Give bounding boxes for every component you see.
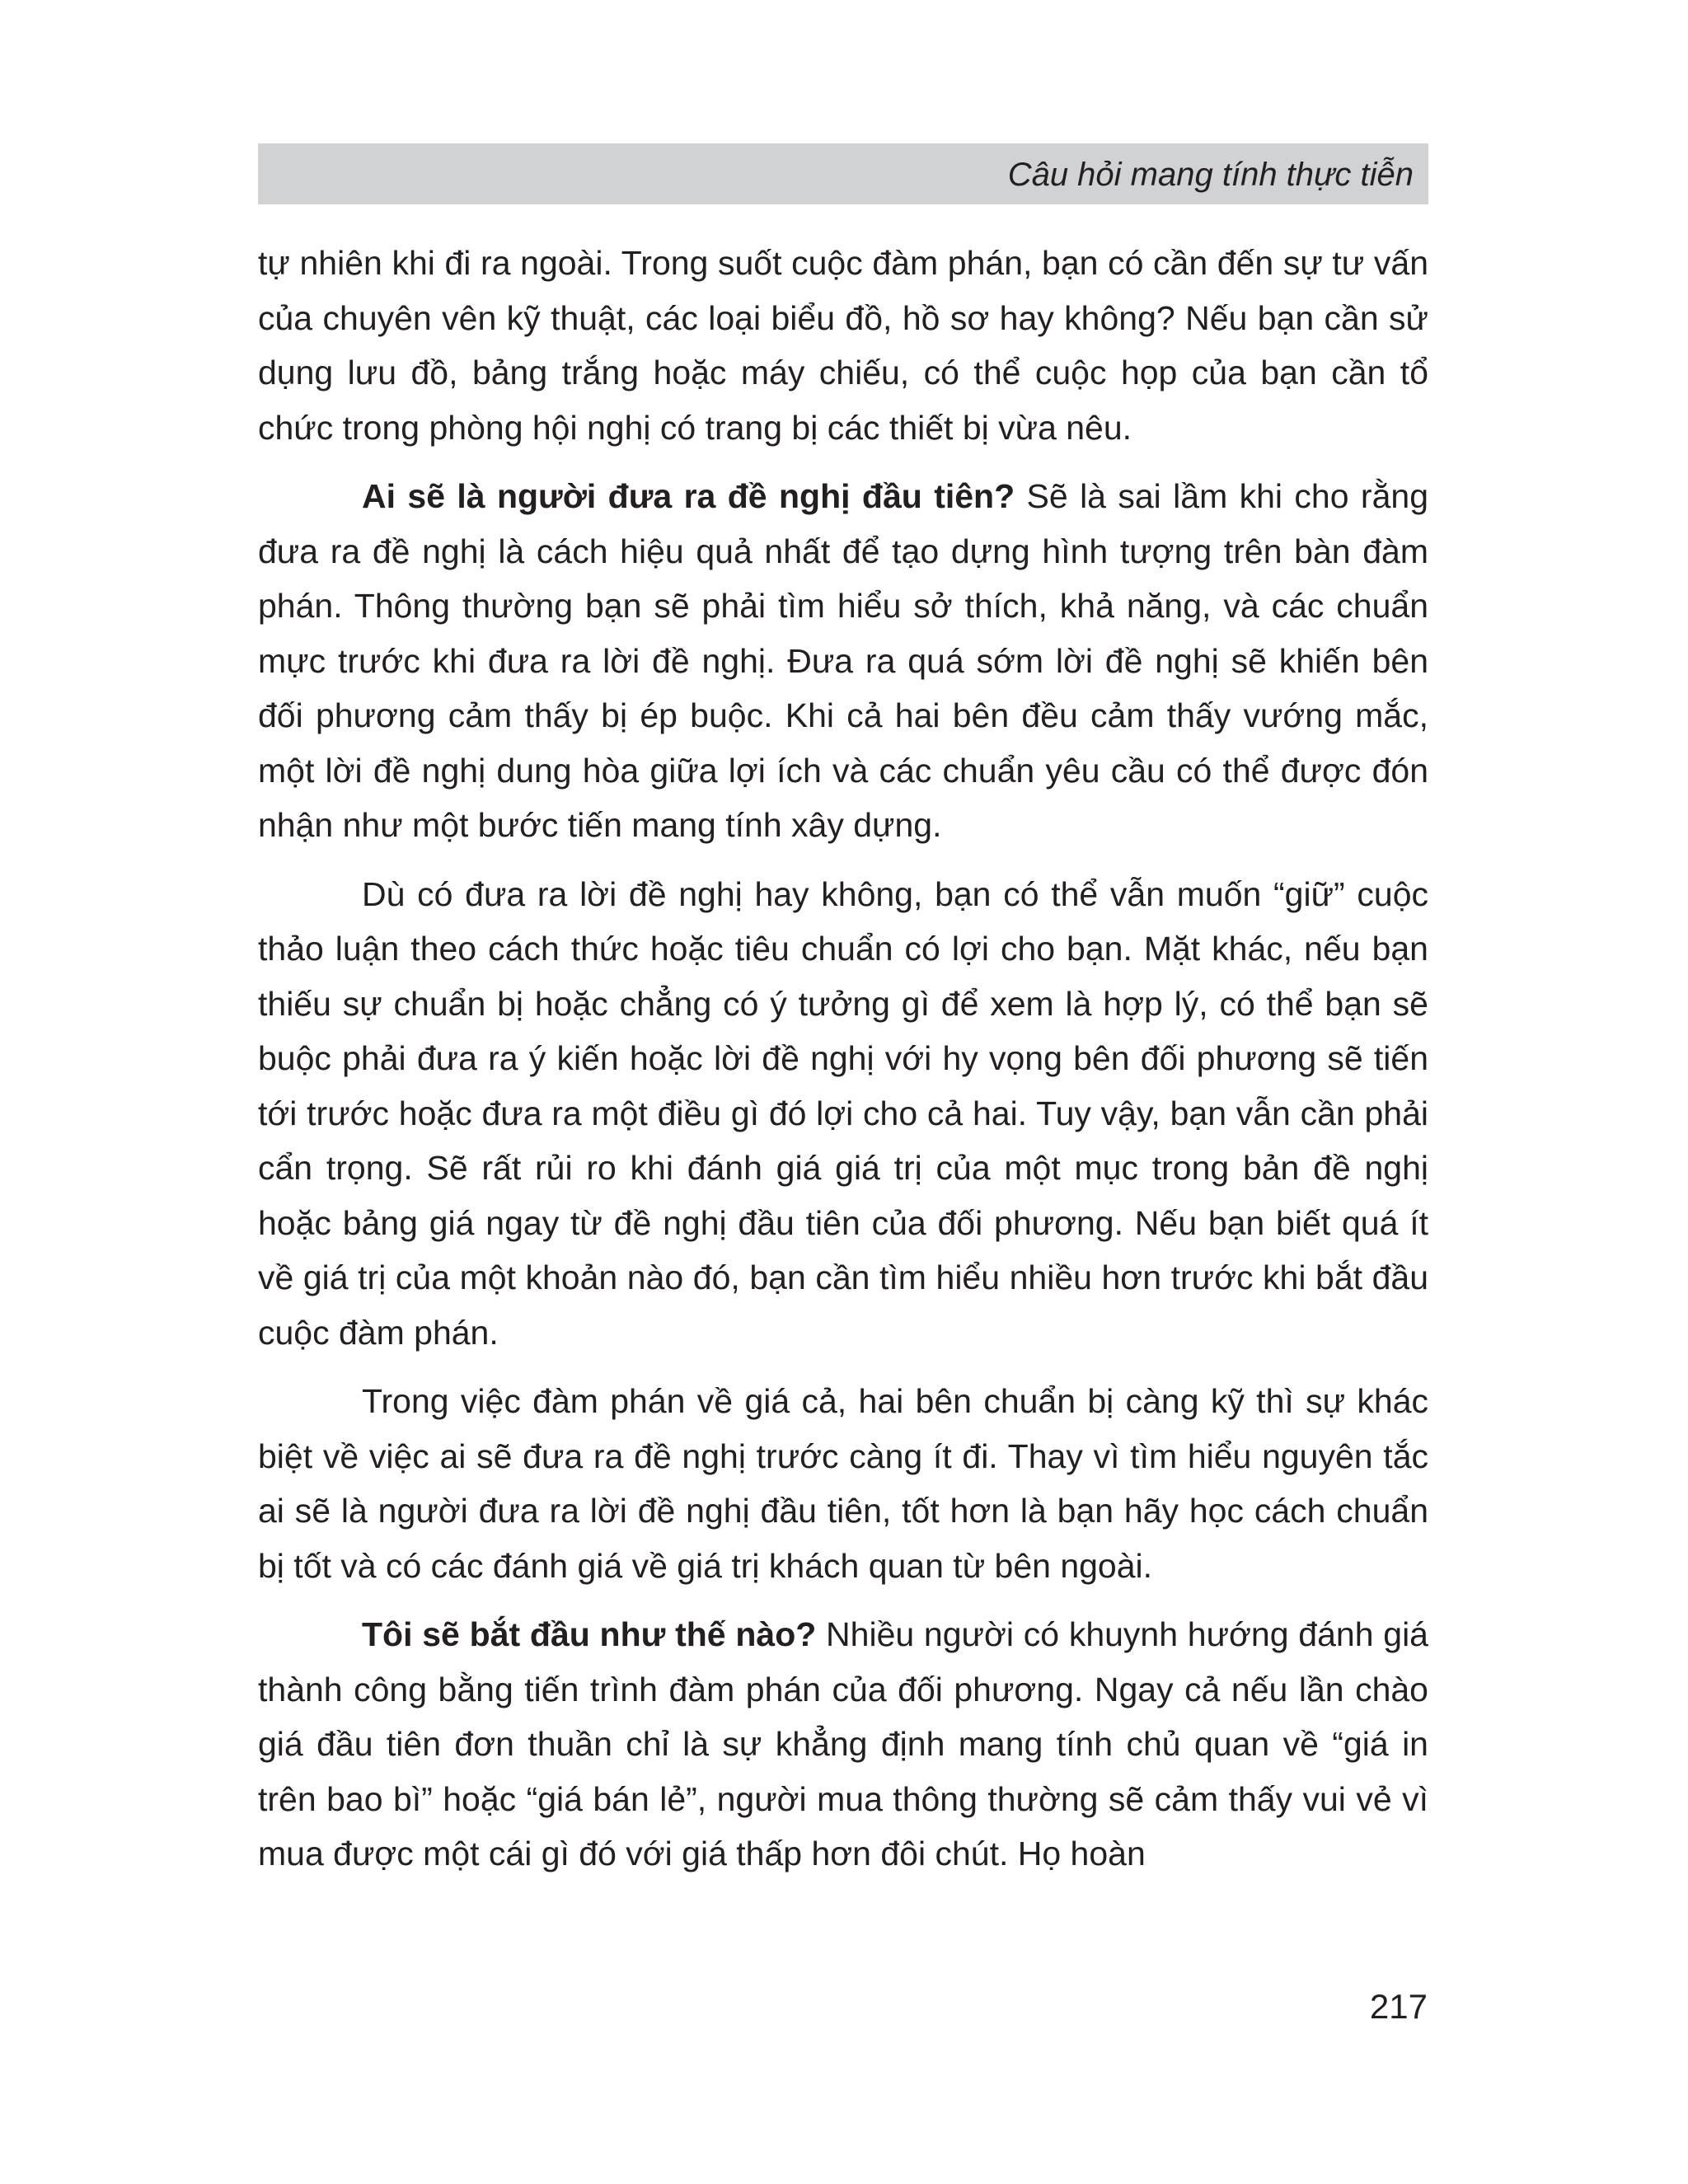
paragraph (258, 1374, 1428, 1593)
paragraph-how-to-start (258, 1607, 1428, 1882)
paragraph-first-offer (258, 469, 1428, 853)
running-header (258, 143, 1428, 204)
run-in-heading: Ai sẽ là người đưa ra đề nghị đầu tiên? (362, 477, 1015, 515)
paragraph-text: Dù có đưa ra lời đề nghị hay không, bạn có thể vẫn muốn “giữ” cuộc thảo luận theo cách thức hoặc tiêu chuẩn có lợi cho bạn. Mặt khác, nếu bạn thiếu sự chuẩn bị hoặc chẳng có ý tưởng gì để xem là hợp lý, có thể bạn sẽ buộc phải đưa ra ý kiến hoặc lời đề nghị với hy vọng bên đối phương sẽ tiến tới trước hoặc đưa ra một điều gì đó lợi cho cả hai. Tuy vậy, bạn vẫn cần phải cẩn trọng. Sẽ rất rủi ro khi đánh giá giá trị của một mục trong bản đề nghị hoặc bảng giá ngay từ đề nghị đầu tiên của đối phương. Nếu bạn biết quá ít về giá trị của một khoản nào đó, bạn cần tìm hiểu nhiều hơn trước khi bắt đầu cuộc đàm phán. (258, 874, 1428, 1352)
paragraph (258, 867, 1428, 1361)
paragraph-text: Trong việc đàm phán về giá cả, hai bên chuẩn bị càng kỹ thì sự khác biệt về việc ai sẽ đưa ra đề nghị trước càng ít đi. Thay vì tìm hiểu nguyên tắc ai sẽ là người đưa ra lời đề nghị đầu tiên, tốt hơn là bạn hãy học cách chuẩn bị tốt và có các đánh giá về giá trị khách quan từ bên ngoài. (258, 1382, 1428, 1585)
paragraph-continued (258, 236, 1428, 455)
run-in-heading: Tôi sẽ bắt đầu như thế nào? (362, 1615, 817, 1653)
paragraph-text: Sẽ là sai lầm khi cho rằng đưa ra đề nghị là cách hiệu quả nhất để tạo dựng hình tượng trên bàn đàm phán. Thông thường bạn sẽ phải tìm hiểu sở thích, khả năng, và các chuẩn mực trước khi đưa ra lời đề nghị. Đưa ra quá sớm lời đề nghị sẽ khiến bên đối phương cảm thấy bị ép buộc. Khi cả hai bên đều cảm thấy vướng mắc, một lời đề nghị dung hòa giữa lợi ích và các chuẩn yêu cầu có thể được đón nhận như một bước tiến mang tính xây dựng. (258, 477, 1428, 844)
page-number: 217 (1369, 1987, 1428, 2026)
body-text (258, 236, 1428, 1896)
running-header-title: Câu hỏi mang tính thực tiễn (1007, 157, 1414, 193)
paragraph-text: Nhiều người có khuynh hướng đánh giá thành công bằng tiến trình đàm phán của đối phương. Ngay cả nếu lần chào giá đầu tiên đơn thuần chỉ là sự khẳng định mang tính chủ quan về “giá in trên bao bì” hoặc “giá bán lẻ”, người mua thông thường sẽ cảm thấy vui vẻ vì mua được một cái gì đó với giá thấp hơn đôi chút. Họ hoàn (258, 1615, 1428, 1872)
paragraph-text: tự nhiên khi đi ra ngoài. Trong suốt cuộc đàm phán, bạn có cần đến sự tư vấn của chuyên vên kỹ thuật, các loại biểu đồ, hồ sơ hay không? Nếu bạn cần sử dụng lưu đồ, bảng trắng hoặc máy chiếu, có thể cuộc họp của bạn cần tổ chức trong phòng hội nghị có trang bị các thiết bị vừa nêu. (258, 244, 1428, 447)
